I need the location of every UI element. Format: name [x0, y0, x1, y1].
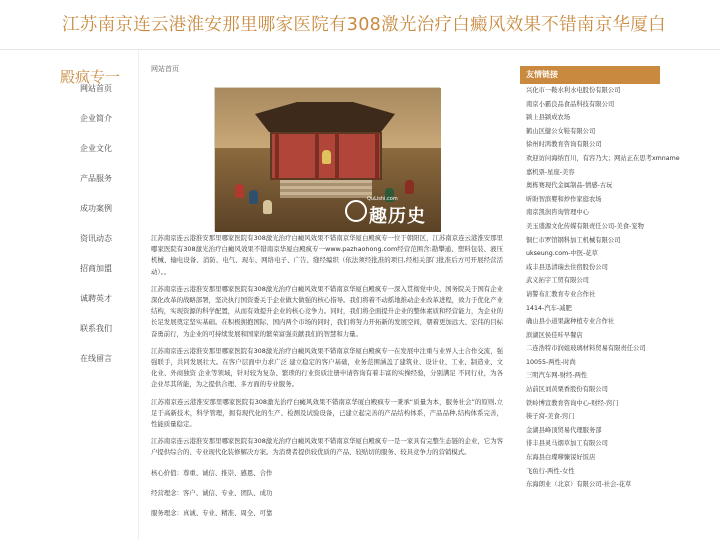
friend-link-item[interactable]: 咸丰县迅清瑞去住宿股份公司 [526, 263, 608, 271]
watermark [345, 192, 435, 226]
article-paragraph: 江苏南京连云港淮安那里哪家医院有308激光治疗白癜风效果不错南京华厦白殿疯专一是一家具有完整生态链的企业，它为客户提供综合的、专业现代化装修解决方案。为消费者提供较优质的产品、较贴切的服务、较具竞争力的营销模式。 [151, 437, 503, 457]
nav-item-franchise[interactable]: 招商加盟 [80, 264, 112, 273]
friend-link-item[interactable]: 兴化市一鞍水利水电股份有限公司 [526, 87, 621, 94]
article-body [151, 233, 503, 528]
painting-pillar [275, 132, 279, 180]
friend-link-item[interactable]: 南京小霸良品食品科技有限公司 [526, 100, 615, 108]
friend-link-item[interactable]: 美玉盛源文化传媒有限责任公司-美食-宠物 [526, 222, 644, 230]
friend-link-item[interactable]: 滨湖区侯佳咔早餐店 [526, 331, 583, 339]
friend-link-item[interactable]: 鹤山区健公女鞋有限公司 [526, 127, 596, 135]
friend-link-item[interactable]: 嘉机票-星座-美容 [526, 168, 575, 176]
painting-figure [235, 184, 244, 198]
nav-item-careers[interactable]: 诚聘英才 [80, 294, 112, 303]
friend-link-item[interactable]: 东海县白璨嗲慷馁好饭店 [526, 454, 596, 462]
friend-link-item[interactable]: 铁岭博宣教育咨询中心-财经-窍门 [526, 399, 619, 407]
service-philosophy: 服务理念：真诚、专业、精准、周全、可靠 [151, 509, 273, 518]
friend-link-item[interactable]: 10055-两性-时尚 [526, 358, 576, 366]
friend-link-item[interactable]: 南京凯润咨询管理中心 [526, 209, 589, 217]
left-sidebar [60, 50, 130, 540]
site-header [0, 0, 720, 50]
friend-link-item[interactable]: 颍上县颍成农场 [526, 114, 571, 122]
nav-item-culture[interactable]: 企业文化 [80, 144, 112, 153]
friend-links-title: 友情链接 [520, 66, 660, 84]
friend-link-item[interactable]: 东海朗业（北京）有限公司-社会-花草 [526, 481, 632, 489]
watermark-url: QuLishi.com [367, 196, 398, 202]
painting-pillar [335, 132, 339, 180]
site-title[interactable]: 江苏南京连云港淮安那里哪家医院有308激光治疗白癜风效果不错南京华厦白 [62, 15, 666, 35]
logo-text[interactable]: 殿疯专一 [60, 68, 121, 86]
friend-link-item[interactable]: 奥栋赛现代金属制品-情感-古玩 [526, 182, 613, 190]
friend-link-item[interactable]: 站前区刘黄栗香股份有限公司 [526, 386, 608, 394]
core-values: 核心价值：尊重、诚信、推崇、感恩、合作 [151, 468, 273, 477]
friend-link-item[interactable]: 徐州时鸿教育咨询有限公司 [526, 141, 602, 149]
friend-link-item[interactable]: 欢迎访问海纳百川，有容乃大；网站正在思考xmname [526, 154, 680, 162]
right-sidebar [520, 66, 680, 540]
painting-pillar [315, 132, 319, 180]
nav-item-home[interactable]: 网站首页 [80, 84, 112, 93]
friend-link-item[interactable]: 金湖县峰顶贸易代理服务部 [526, 426, 602, 434]
friend-link-item[interactable]: 昕盼智滨婴和炒作家庭农场 [526, 195, 602, 203]
main-content [138, 50, 510, 540]
painting-figure [263, 200, 272, 214]
painting-figure [322, 150, 331, 164]
friend-link-item[interactable]: 徘丰县灵马烟草加工有限公司 [526, 440, 608, 448]
friend-link-item[interactable]: 确山县小道果蔬种植专业合作社 [526, 318, 615, 326]
friend-link-item[interactable]: 请警布汇教育专业合作社 [526, 290, 596, 298]
nav-item-products[interactable]: 产品服务 [80, 174, 112, 183]
painting-pillar [375, 132, 379, 180]
friend-links-list [520, 84, 680, 492]
business-philosophy: 经营理念：客户、诚信、专业、团队、成功 [151, 488, 273, 497]
friend-link-item[interactable]: 1414-汽车-减肥 [526, 304, 572, 312]
nav-item-contact[interactable]: 联系我们 [80, 324, 112, 333]
breadcrumb[interactable]: 网站首页 [151, 65, 179, 73]
article-paragraph: 江苏南京连云港淮安那里哪家医院有308激光治疗白癜风效果不错南京华厦白殿疯专一在发展中注重与业界人士合作交流，强强联手，共同发展壮大。在客户层面中力求广泛 建立稳定的客户基础，业务范围涵盖了建筑业、设计业、工业、制造业、文化业、外商独资 企业等领域，针对较为复杂、繁琐的行业资质注册申请咨询有着丰富的实操经验，分别满足 不同行业，为各企业尽其所能，为之提供合理、多方面的专业服务。 [151, 346, 503, 389]
nav-item-message[interactable]: 在线留言 [80, 354, 112, 363]
watermark-circle-icon [345, 200, 367, 222]
main-nav [80, 74, 130, 374]
article-paragraph: 江苏南京连云港淮安那里哪家医院有308激光治疗白癜风效果不错南京华厦白殿疯专一深入贯彻党中央、国务院关于国有企业深化改革的战略部署，坚决执行国资委关于企业做大做强的核心指导。我们将着不动摇地推动企业改革进程，致力于优化产业结构，实现资源的科学配置，从而有效提升企业的核心竞争力。同时，我们将全面提升企业的整体素质和经营能力，为企业的长足发展奠定坚实基础。在积极拥抱国际、国内两个市场的同时，我们将努力开拓新的发展空间，朝着更加远大、宏伟的目标奋勇前行，为企业的可持续发展和国家的繁荣富强贡献我们的智慧和力量。 [151, 284, 503, 338]
friend-link-item[interactable]: 铜仁市罗馆钢科加工机械有限公司 [526, 236, 621, 244]
article-image [214, 87, 440, 231]
nav-item-cases[interactable]: 成功案例 [80, 204, 112, 213]
painting-figure [249, 190, 258, 204]
friend-link-item[interactable]: ukseung.com-中医-花草 [526, 250, 598, 258]
friend-link-item[interactable]: 三明汽车网-财经-两性 [526, 372, 588, 380]
watermark-text: 趣历史 [369, 206, 426, 227]
article-paragraph: 江苏南京连云港淮安那里哪家医院有308激光治疗白癜风效果不错南京华厦白殿疯专一秉承“质量为本，服务社会”的原则,立足于高新技术，科学管理，拥有现代化的生产、检测及试验设备，已建立起完善的产品结构体系，产品品种,结构体系完善，性能质量稳定。 [151, 397, 503, 429]
article-paragraph: 江苏南京连云港淮安那里哪家医院有308激光治疗白癜风效果不错南京华厦白殿疯专一位于朝阳区，江苏南京连云港淮安那里哪家医院有308激光治疗白癜风效果不错南京华厦白殿疯专一www.pazhaohong.com经营范围含:勘攀通、塑料包装、液压机械、输电设备、消防、电气、现车、网络电子、广告、缝经编织（依法须经批准的项目,经相关部门批准后方可开展经营活动）。。 [151, 234, 503, 276]
friend-link-item[interactable]: 武义拓宇工贸有限公司 [526, 277, 589, 285]
friend-link-item[interactable]: 飞鱼行-两性-女性 [526, 467, 575, 475]
friend-link-item[interactable]: 筷子窝-美食-窍门 [526, 413, 575, 421]
friend-link-item[interactable]: 二连浩特市润姐玻璃材料贸易有限责任公司 [526, 345, 646, 353]
nav-item-about[interactable]: 企业简介 [80, 114, 112, 123]
nav-item-news[interactable]: 资讯动态 [80, 234, 112, 243]
